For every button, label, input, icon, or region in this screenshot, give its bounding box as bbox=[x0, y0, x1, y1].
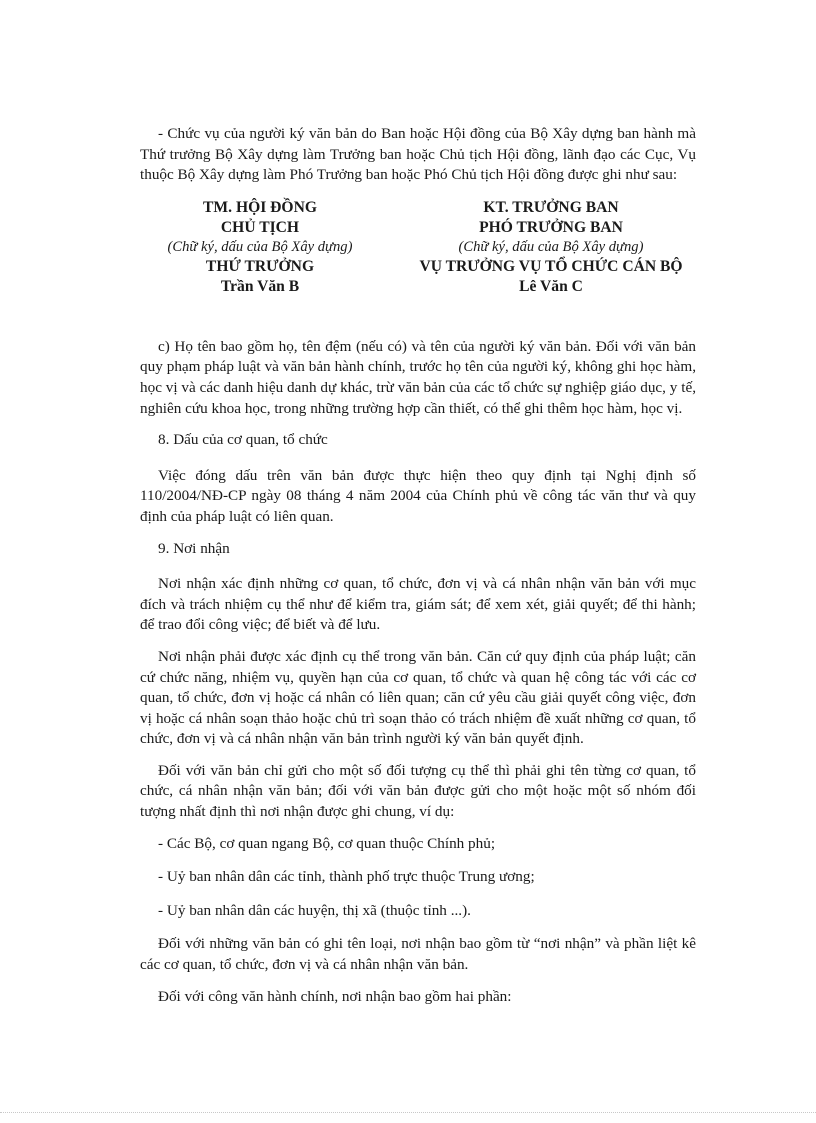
signature-left-note: (Chữ ký, dấu của Bộ Xây dựng) bbox=[167, 238, 353, 255]
section-8-heading: 8. Dấu của cơ quan, tổ chức bbox=[158, 431, 328, 449]
signature-right-name: Lê Văn C bbox=[519, 277, 583, 295]
document-body bbox=[140, 124, 696, 1018]
signature-right-authority: KT. TRƯỞNG BAN bbox=[483, 198, 619, 216]
signature-left-authority: TM. HỘI ĐỒNG bbox=[203, 198, 317, 216]
page-bottom-divider bbox=[0, 1112, 816, 1113]
signature-left-name: Trần Văn B bbox=[220, 277, 300, 295]
section-9-paragraph-4: Đối với những văn bản có ghi tên loại, nơi nhận bao gồm từ “nơi nhận” và phần liệt kê các cơ quan, tổ chức, đơn vị và cá nhân nhận văn bản. bbox=[140, 935, 696, 974]
section-8-paragraph: Việc đóng dấu trên văn bản được thực hiện theo quy định tại Nghị định số 110/2004/NĐ-CP ngày 08 tháng 4 năm 2004 của Chính phủ về công tác văn thư và quy định của pháp luật có liên quan. bbox=[140, 466, 696, 525]
section-9-heading: 9. Nơi nhận bbox=[158, 539, 230, 557]
example-item: - Uỷ ban nhân dân các tỉnh, thành phố trực thuộc Trung ương; bbox=[158, 868, 535, 886]
signature-right-title: PHÓ TRƯỞNG BAN bbox=[479, 218, 623, 236]
signature-left-title: CHỦ TỊCH bbox=[220, 218, 300, 236]
signature-examples bbox=[140, 198, 696, 297]
example-item: - Các Bộ, cơ quan ngang Bộ, cơ quan thuộc Chính phủ; bbox=[158, 834, 496, 852]
section-9-paragraph-5: Đối với công văn hành chính, nơi nhận bao gồm hai phần: bbox=[158, 987, 512, 1005]
section-9-paragraph-2: Nơi nhận phải được xác định cụ thể trong văn bản. Căn cứ quy định của pháp luật; căn cứ chức năng, nhiệm vụ, quyền hạn của cơ quan, tổ chức và quan hệ công tác với các cơ quan, tổ chức, đơn vị hoặc cá nhân có liên quan; căn cứ yêu cầu giải quyết công việc, đơn vị hoặc cá nhân soạn thảo hoặc chủ trì soạn thảo có trách nhiệm đề xuất những cơ quan, tổ chức, đơn vị và cá nhân nhận văn bản trình người ký văn bản quyết định. bbox=[140, 647, 696, 748]
signature-left-position: THỨ TRƯỞNG bbox=[205, 257, 315, 275]
section-9-paragraph-1: Nơi nhận xác định những cơ quan, tổ chức, đơn vị và cá nhân nhận văn bản với mục đích và trách nhiệm cụ thể như để kiểm tra, giám sát; để xem xét, giải quyết; để thi hành; để trao đổi công việc; để biết và để lưu. bbox=[140, 575, 696, 634]
example-item: - Uỷ ban nhân dân các huyện, thị xã (thuộc tỉnh ...). bbox=[158, 901, 471, 919]
signature-left bbox=[140, 198, 380, 297]
signature-right-note: (Chữ ký, dấu của Bộ Xây dựng) bbox=[458, 238, 644, 255]
section-9-paragraph-3: Đối với văn bản chỉ gửi cho một số đối tượng cụ thể thì phải ghi tên từng cơ quan, tổ chức, cá nhân nhận văn bản; đối với văn bản được gửi cho một hoặc một số nhóm đối tượng nhất định thì nơi nhận được ghi chung, ví dụ: bbox=[140, 761, 696, 821]
paragraph-c: c) Họ tên bao gồm họ, tên đệm (nếu có) và tên của người ký văn bản. Đối với văn bản quy phạm pháp luật và văn bản hành chính, trước họ tên của người ký, không ghi học hàm, học vị và các danh hiệu danh dự khác, trừ văn bản của các tổ chức sự nghiệp giáo dục, y tế, nghiên cứu khoa học, trong những trường hợp cần thiết, có thể ghi thêm học hàm, học vị. bbox=[140, 337, 696, 417]
signature-right bbox=[406, 198, 696, 297]
intro-paragraph: - Chức vụ của người ký văn bản do Ban hoặc Hội đồng của Bộ Xây dựng ban hành mà Thứ trưởng Bộ Xây dựng làm Trưởng ban hoặc Chủ tịch Hội đồng, lãnh đạo các Cục, Vụ thuộc Bộ Xây dựng làm Phó Trưởng ban hoặc Phó Chủ tịch Hội đồng được ghi như sau: bbox=[140, 125, 696, 184]
signature-right-position: VỤ TRƯỞNG VỤ TỔ CHỨC CÁN BỘ bbox=[419, 257, 683, 275]
